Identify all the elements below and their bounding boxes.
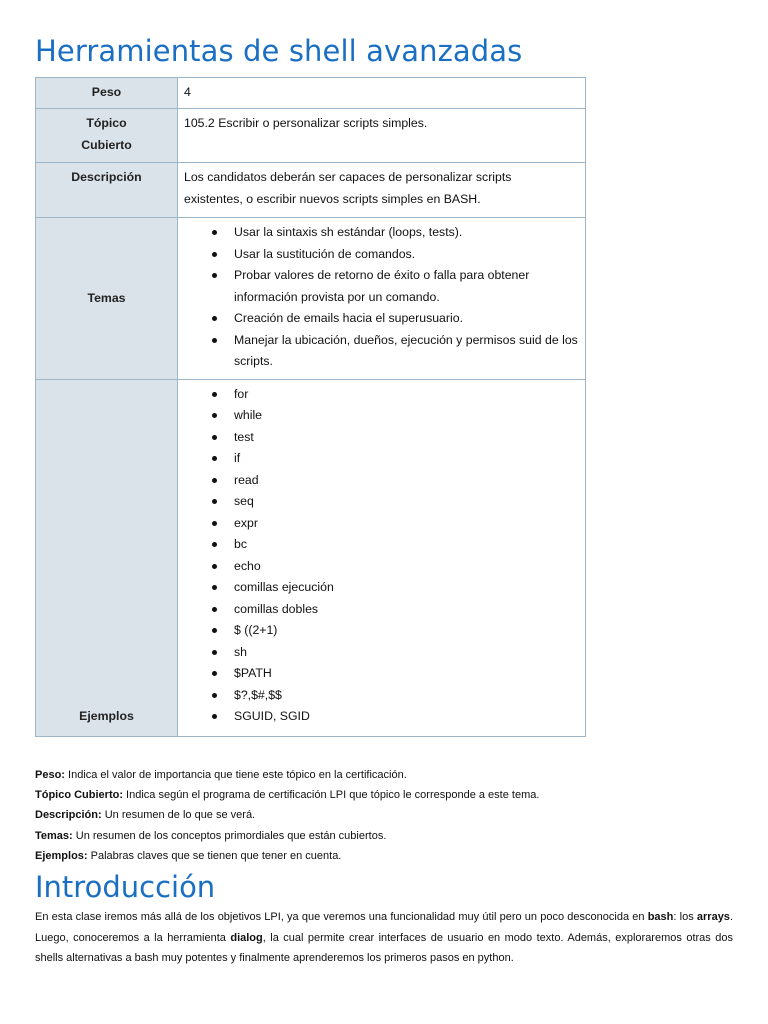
list-item: Creación de emails hacia el superusuario. (212, 308, 579, 330)
intro-paragraph (35, 907, 733, 969)
list-item: $ ((2+1) (212, 620, 579, 642)
intro-heading: Introducción (35, 870, 216, 904)
list-item: comillas dobles (212, 599, 579, 621)
intro-text: En esta clase iremos más allá de los objetivos LPI, ya que veremos una funcionalidad muy útil pero un poco desconocida en (35, 911, 648, 923)
peso-value: 4 (178, 78, 586, 109)
intro-bold: bash (647, 911, 674, 923)
definition-term: Temas: (35, 829, 73, 842)
definition-peso (35, 765, 735, 785)
intro-bold: dialog (230, 931, 263, 944)
definition-temas (35, 826, 735, 846)
table-row-ejemplos (36, 379, 586, 736)
topico-label-line-1: Tópico (86, 116, 127, 130)
peso-label: Peso (36, 78, 178, 109)
list-item: comillas ejecución (212, 577, 579, 599)
ejemplos-value (178, 379, 586, 736)
intro-text: , la cual permite crear interfaces de usuario en modo texto. Además, exploraremos otras dos shells alternativas a bash muy potentes y finalmente aprenderemos los primeros pasos en python. (35, 931, 733, 964)
descripcion-line-1: Los candidatos deberán ser capaces de personalizar scripts (184, 170, 512, 184)
list-item: test (212, 427, 579, 449)
list-item: seq (212, 491, 579, 513)
ejemplos-list (184, 384, 579, 728)
descripcion-label: Descripción (36, 163, 178, 218)
list-item: if (212, 448, 579, 470)
topico-label (36, 109, 178, 163)
intro-text: . Luego, conoceremos a la herramienta (35, 911, 733, 944)
page-title: Herramientas de shell avanzadas (35, 34, 523, 68)
definition-topico (35, 785, 735, 805)
definition-ejemplos (35, 846, 735, 866)
list-item: SGUID, SGID (212, 706, 579, 728)
topico-label-line-2: Cubierto (81, 137, 132, 152)
definition-term: Peso: (35, 769, 65, 781)
list-item: echo (212, 556, 579, 578)
definition-text: Un resumen de los conceptos primordiales que están cubiertos. (72, 829, 387, 842)
temas-list (184, 222, 579, 373)
list-item: Manejar la ubicación, dueños, ejecución y permisos suid de los scripts. (212, 330, 579, 373)
list-item: bc (212, 534, 579, 556)
ejemplos-label: Ejemplos (36, 379, 178, 736)
list-item: Usar la sintaxis sh estándar (loops, tests). (212, 222, 579, 244)
list-item: while (212, 405, 579, 427)
list-item: read (212, 470, 579, 492)
table-row-descripcion (36, 163, 586, 218)
descripcion-line-2: existentes, o escribir nuevos scripts simples en BASH. (184, 191, 481, 206)
temas-value (178, 218, 586, 380)
definition-term: Tópico Cubierto: (35, 789, 123, 802)
list-item: for (212, 384, 579, 406)
descripcion-value (178, 163, 586, 218)
list-item: Probar valores de retorno de éxito o falla para obtener información provista por un comando. (212, 265, 579, 308)
list-item: sh (212, 642, 579, 664)
list-item: Usar la sustitución de comandos. (212, 244, 579, 266)
topico-value: 105.2 Escribir o personalizar scripts simples. (178, 109, 586, 163)
definition-text: Palabras claves que se tienen que tener en cuenta. (87, 849, 342, 862)
table-row-temas (36, 218, 586, 380)
definition-term: Descripción: (35, 809, 102, 822)
topic-info-table (35, 77, 586, 737)
definition-term: Ejemplos: (35, 849, 88, 862)
table-row-topico (36, 109, 586, 163)
definition-text: Un resumen de lo que se verá. (101, 809, 256, 822)
temas-label: Temas (36, 218, 178, 380)
definition-descripcion (35, 805, 735, 825)
definition-text: Indica según el programa de certificación LPI que tópico le corresponde a este tema. (123, 789, 540, 802)
table-row-peso (36, 78, 586, 109)
list-item: $?,$#,$$ (212, 685, 579, 707)
list-item: expr (212, 513, 579, 535)
list-item: $PATH (212, 663, 579, 685)
definition-text: Indica el valor de importancia que tiene este tópico en la certificación. (64, 769, 407, 781)
intro-text: : los (673, 911, 697, 923)
intro-bold: arrays (696, 911, 730, 923)
definitions (35, 765, 735, 866)
